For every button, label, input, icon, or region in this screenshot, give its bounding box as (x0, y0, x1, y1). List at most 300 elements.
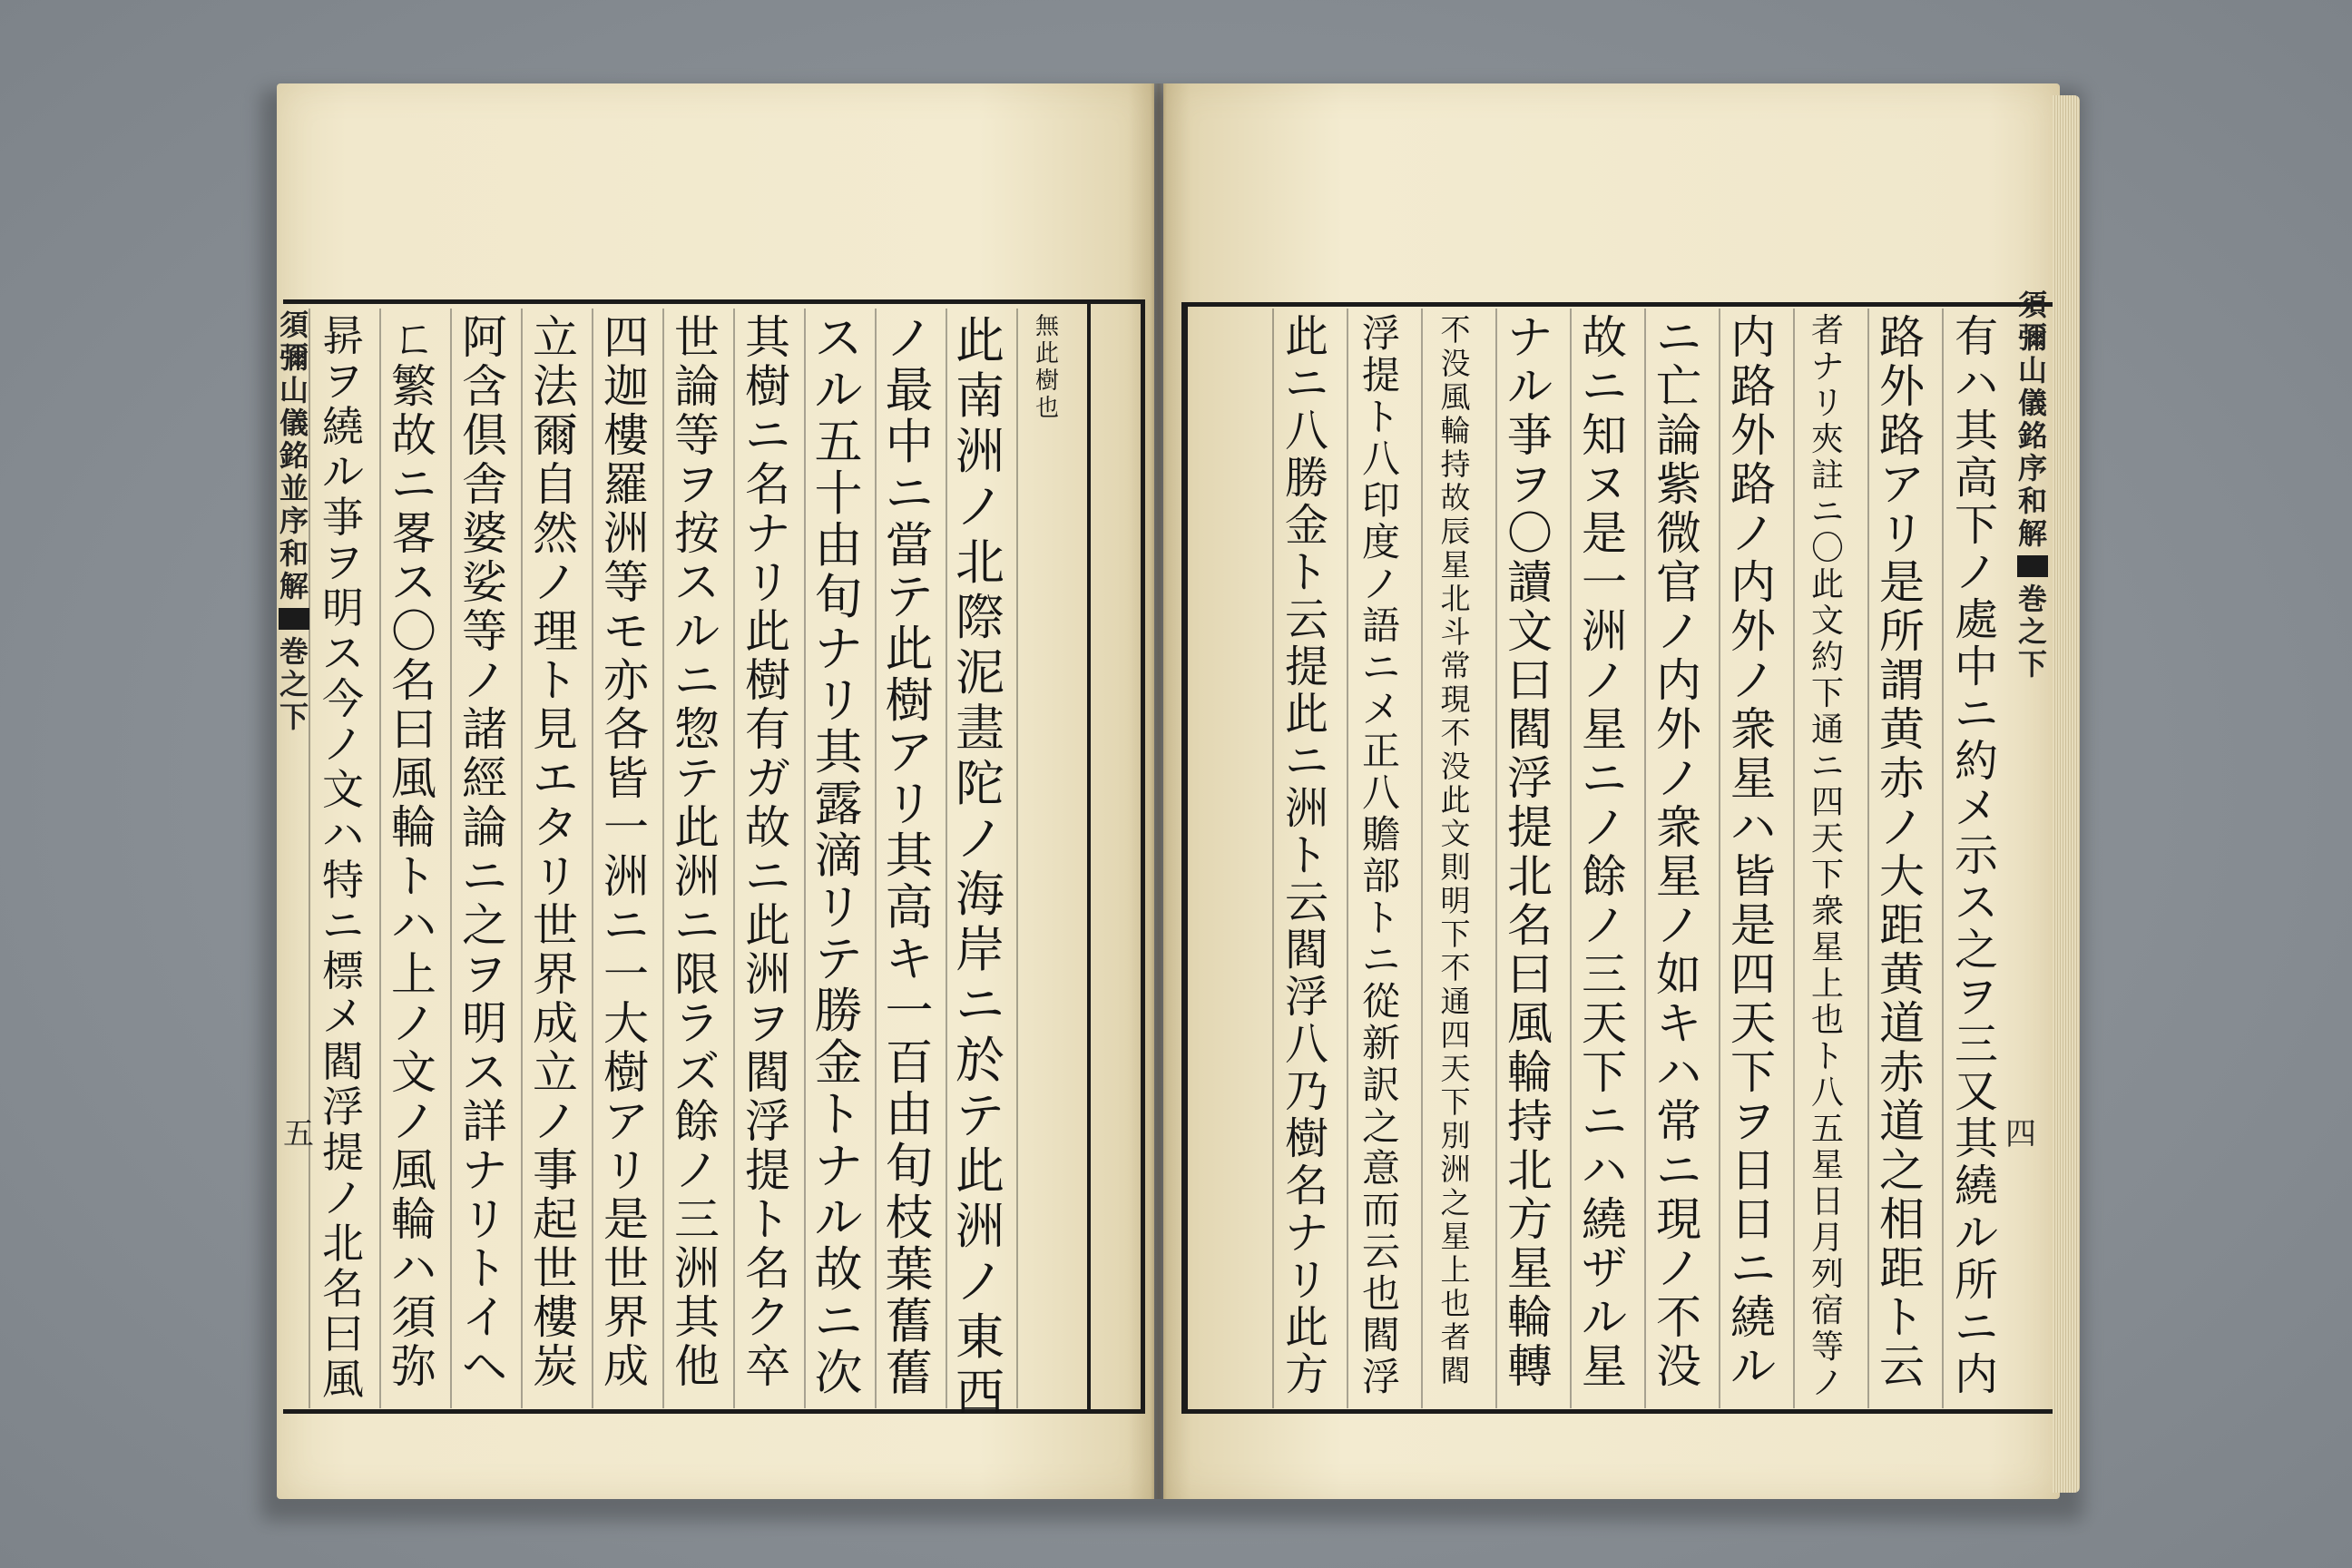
text-char: 倶 (462, 409, 507, 462)
text-char: 辰 (1440, 514, 1471, 549)
text-char: 如 (1656, 948, 1701, 1001)
text-char: ニ (1810, 748, 1844, 785)
text-char: 日 (1730, 1144, 1776, 1197)
text-char: 餘 (1582, 850, 1627, 903)
hashira-char: 序 (279, 504, 309, 538)
text-char: 南 (956, 368, 1004, 425)
text-char: 四 (1440, 1017, 1471, 1053)
text-char: 天 (1810, 820, 1844, 858)
text-char: ト (462, 1242, 507, 1295)
text-char: ノ (1879, 801, 1925, 854)
text-char: ア (603, 1095, 649, 1148)
text-char: 持 (1507, 1095, 1553, 1148)
column-rule (1719, 309, 1720, 1408)
text-char: 勝 (1284, 453, 1328, 504)
text-char: 而 (1361, 1188, 1400, 1232)
hashira-volume-char: 下 (279, 700, 309, 734)
text-char: 滴 (814, 828, 863, 884)
text-char: 者 (1810, 312, 1844, 349)
text-char: 樹 (1284, 1113, 1328, 1164)
text-char: ノ (1730, 654, 1776, 707)
text-char: 浮 (1507, 752, 1553, 805)
text-char: 北 (322, 1219, 364, 1268)
text-char: メ (1954, 783, 1998, 834)
text-char: 皆 (1730, 850, 1776, 903)
text-column (1651, 313, 1706, 1391)
text-char: 風 (391, 1144, 436, 1197)
text-char: 高 (1954, 453, 1998, 504)
text-char: ニ (745, 409, 790, 462)
note-char: 也 (1034, 395, 1059, 422)
text-char: 持 (1440, 446, 1471, 482)
text-char: 八 (1361, 436, 1400, 481)
text-char: 正 (1361, 729, 1400, 773)
hashira-volume-char: 巻 (279, 634, 309, 669)
text-char: 文 (1440, 816, 1471, 851)
text-column (599, 313, 653, 1391)
text-char: 是 (1879, 556, 1925, 609)
text-char: 等 (462, 605, 507, 658)
text-char: ニ (674, 654, 720, 707)
text-char: 此 (1284, 311, 1328, 362)
text-char: ノ (1582, 801, 1627, 854)
text-char: 不 (1440, 950, 1471, 985)
text-char: 上 (1440, 1252, 1471, 1288)
text-char: 星 (1656, 850, 1701, 903)
text-char: 八 (1361, 770, 1400, 815)
text-char: キ (885, 932, 934, 987)
text-char: 婆 (462, 507, 507, 560)
text-char: ノ (462, 654, 507, 707)
text-char: ト (814, 1087, 863, 1142)
text-char: ヲ (462, 948, 507, 1001)
book-gutter (1151, 83, 1167, 1499)
text-char: 次 (814, 1346, 863, 1401)
text-char: 所 (1879, 605, 1925, 658)
text-char: 別 (1440, 1118, 1471, 1153)
column-rule (1272, 309, 1274, 1408)
text-char: 洲 (745, 948, 790, 1001)
text-char: ニ (1810, 494, 1844, 531)
text-char: ニ (1284, 358, 1328, 409)
column-rule (1495, 309, 1497, 1408)
hashira-char: 山 (279, 373, 309, 407)
hashira-char: 山 (2017, 353, 2047, 387)
text-char: 曰 (1507, 654, 1553, 707)
text-char: 是 (1582, 507, 1627, 560)
text-char: 云 (1879, 1340, 1925, 1393)
text-char: ニ (322, 901, 364, 950)
text-char: 黄 (1879, 948, 1925, 1001)
text-char: 不 (1440, 312, 1471, 348)
text-char: ノ (956, 810, 1004, 867)
text-char: ノ (956, 478, 1004, 535)
text-char: 路 (1730, 360, 1776, 413)
text-char: ヲ (1730, 1095, 1776, 1148)
text-char: ノ (1656, 605, 1701, 658)
text-char: 成 (603, 1340, 649, 1393)
text-char: 事 (533, 1144, 578, 1197)
text-char: 謂 (1879, 654, 1925, 707)
text-char: 列 (1810, 1256, 1844, 1293)
text-char: 於 (956, 1032, 1004, 1089)
text-char: ヲ (322, 357, 364, 406)
text-char: ノ (885, 311, 934, 367)
text-char: 各 (603, 703, 649, 756)
text-char: 洲 (956, 423, 1004, 480)
text-char: 訳 (1361, 1063, 1400, 1107)
text-char: 名 (1284, 1161, 1328, 1211)
text-char: 者 (1440, 1319, 1471, 1355)
hashira-volume-char: 之 (2017, 614, 2047, 649)
text-char: 他 (674, 1340, 720, 1393)
text-char: 一 (885, 984, 934, 1039)
text-char: 也 (1440, 1286, 1471, 1321)
text-char: 樹 (745, 360, 790, 413)
text-char: ニ (1582, 360, 1627, 413)
text-char: 特 (322, 856, 364, 905)
text-char: 其 (1954, 406, 1998, 456)
text-char: 四 (1730, 948, 1776, 1001)
text-char: ニ (1954, 1302, 1998, 1353)
text-char: 此 (956, 312, 1004, 369)
text-char: 名 (745, 1242, 790, 1295)
text-char: 理 (533, 605, 578, 658)
text-char: 自 (533, 458, 578, 511)
text-char: 文 (1507, 605, 1553, 658)
text-char: 繞 (322, 402, 364, 451)
text-char: 有 (1954, 311, 1998, 362)
text-char: 星 (1810, 929, 1844, 966)
text-char: 四 (603, 311, 649, 364)
text-column (670, 313, 724, 1391)
hashira-char: 和 (279, 536, 309, 571)
text-char: 陀 (956, 755, 1004, 812)
text-char: ル (1582, 1291, 1627, 1344)
text-char: 之 (1440, 1185, 1471, 1220)
text-char: ヲ (745, 997, 790, 1050)
text-char: 法 (533, 360, 578, 413)
text-char: ニ (1582, 752, 1627, 805)
text-char: 其 (885, 828, 934, 884)
column-rule (1644, 309, 1646, 1408)
text-char: ニ (603, 899, 649, 952)
text-char: 通 (1810, 711, 1844, 749)
hashira-volume-char: 下 (2017, 647, 2047, 681)
text-char: ニ (1284, 736, 1328, 787)
text-char: 現 (1440, 681, 1471, 717)
text-char: 高 (885, 880, 934, 936)
text-char: 此 (1440, 782, 1471, 818)
text-char: 一 (1582, 556, 1627, 609)
text-char: 距 (1879, 899, 1925, 952)
text-char: 其 (674, 1291, 720, 1344)
text-char: 距 (1879, 1242, 1925, 1295)
column-rule (309, 309, 310, 1408)
text-char: 百 (885, 1035, 934, 1091)
text-char: ス (322, 629, 364, 678)
text-char: 曰 (391, 703, 436, 756)
text-char: 五 (814, 415, 863, 470)
text-char: ニ (956, 976, 1004, 1034)
text-char: 樹 (745, 654, 790, 707)
text-char: 通 (1440, 984, 1471, 1019)
column-rule (1867, 309, 1869, 1408)
text-char: 赤 (1879, 1046, 1925, 1099)
text-char: 浮 (1284, 972, 1328, 1023)
text-char: 此 (745, 605, 790, 658)
text-column (387, 313, 441, 1391)
text-char: 皆 (603, 752, 649, 805)
text-char: ル (322, 447, 364, 496)
column-rule (592, 309, 593, 1408)
text-char: ト (1810, 1038, 1844, 1075)
text-char: 等 (603, 556, 649, 609)
text-char: 世 (603, 1242, 649, 1295)
text-column (1577, 313, 1632, 1391)
text-char: 三 (1582, 948, 1627, 1001)
text-char: 弥 (391, 1340, 436, 1393)
text-char: ヌ (1582, 458, 1627, 511)
text-char: 亡 (1656, 360, 1701, 413)
text-char: 道 (1879, 1095, 1925, 1148)
text-char: 北 (956, 534, 1004, 591)
text-char: ニ (462, 850, 507, 903)
text-char: 明 (462, 997, 507, 1050)
text-char: 見 (533, 703, 578, 756)
text-char: 明 (1440, 883, 1471, 918)
text-char: 贍 (1361, 812, 1400, 857)
text-char: ト (1284, 830, 1328, 881)
text-char: 下 (1810, 675, 1844, 712)
text-char: 閻 (1440, 1353, 1471, 1388)
text-char: 没 (1440, 749, 1471, 784)
column-rule (1016, 309, 1018, 1408)
text-char: 旬 (885, 1139, 934, 1194)
text-char: メ (322, 992, 364, 1041)
text-char: 衆 (1730, 703, 1776, 756)
text-char: 天 (1440, 1051, 1471, 1086)
text-char: 衆 (1810, 893, 1844, 930)
left-folio: 五 (283, 1116, 314, 1152)
hashira-char: 彌 (279, 340, 309, 375)
text-char: 繞 (1954, 1161, 1998, 1211)
left-hashira-rule (1087, 302, 1091, 1411)
text-char: 泥 (956, 644, 1004, 701)
text-char: 最 (885, 363, 934, 418)
text-char: 方 (1284, 1349, 1328, 1400)
text-char: 之 (1361, 1104, 1400, 1149)
text-char: ニ (885, 466, 934, 522)
text-char: ナ (814, 1139, 863, 1194)
text-char: 金 (814, 1035, 863, 1091)
text-char: ニ (674, 899, 720, 952)
text-char: 則 (1440, 849, 1471, 885)
text-char: 際 (956, 589, 1004, 646)
text-char: リ (603, 1144, 649, 1197)
text-char: 卒 (745, 1340, 790, 1393)
text-char: 輪 (1507, 1046, 1553, 1099)
text-char: 繁 (391, 360, 436, 413)
text-char: 由 (885, 1087, 934, 1142)
text-char: ニ (1656, 311, 1701, 364)
text-char: 浮 (322, 1083, 364, 1132)
text-char: リ (814, 673, 863, 729)
text-char: 風 (1507, 997, 1553, 1050)
text-char: ス (462, 1046, 507, 1099)
text-char: 西 (956, 1364, 1004, 1421)
text-column (953, 313, 1007, 1420)
text-char: 閻 (1361, 1313, 1400, 1357)
text-char: 提 (1284, 642, 1328, 692)
text-char: 提 (1507, 801, 1553, 854)
text-char: ニ (814, 1294, 863, 1349)
text-char: ナ (1507, 311, 1553, 364)
text-char: 輪 (1440, 413, 1471, 448)
text-char: ズ (674, 1046, 720, 1099)
column-rule (521, 309, 523, 1408)
text-char: 亦 (603, 654, 649, 707)
text-char: ス (391, 556, 436, 609)
text-char: 註 (1810, 457, 1844, 495)
text-char: ノ (956, 1253, 1004, 1310)
text-char: 中 (1954, 642, 1998, 692)
text-char: 星 (1440, 1219, 1471, 1254)
text-char: 云 (1361, 1230, 1400, 1274)
column-rule (804, 309, 806, 1408)
text-char: ニ (1582, 1095, 1627, 1148)
text-char: 洲 (956, 1198, 1004, 1255)
text-char: 詳 (462, 1095, 507, 1148)
text-char: 官 (1656, 556, 1701, 609)
text-char: タ (533, 801, 578, 854)
text-char: ノ (533, 556, 578, 609)
text-char: 浮 (1361, 311, 1400, 356)
text-char: 限 (674, 948, 720, 1001)
text-char: 經 (462, 752, 507, 805)
text-char: 之 (1954, 925, 1998, 975)
text-char: 閻 (1507, 703, 1553, 756)
text-char: 閻 (1284, 925, 1328, 975)
text-char: テ (885, 570, 934, 625)
text-char: 讀 (1507, 556, 1553, 609)
page-edges (2053, 95, 2080, 1493)
text-char: 成 (533, 997, 578, 1050)
text-char: 又 (1954, 1066, 1998, 1117)
text-char: 八 (1810, 1074, 1844, 1112)
text-char: 𦾔 (885, 1294, 934, 1349)
text-char: 此 (1284, 1302, 1328, 1353)
text-char: 星 (1730, 752, 1776, 805)
hashira-volume-char: 巻 (2017, 582, 2047, 616)
text-char: 勝 (814, 984, 863, 1039)
text-char: 常 (1440, 648, 1471, 683)
text-char: テ (674, 752, 720, 805)
text-char: 下 (1582, 1046, 1627, 1099)
text-char: 中 (885, 415, 934, 470)
text-char: 炭 (533, 1340, 578, 1393)
column-rule (875, 309, 877, 1408)
text-char: ト (745, 1193, 790, 1246)
text-char: 不 (1440, 715, 1471, 750)
text-char: 下 (1810, 857, 1844, 894)
text-char: 八 (1284, 406, 1328, 456)
text-char: 論 (674, 360, 720, 413)
text-char: 名 (322, 1264, 364, 1313)
text-char: 内 (1730, 311, 1776, 364)
text-column (1875, 313, 1929, 1391)
text-char: 海 (956, 866, 1004, 923)
text-char: 界 (533, 948, 578, 1001)
text-char: ヲ (674, 458, 720, 511)
text-char: 處 (1954, 594, 1998, 645)
text-char: 也 (1361, 1271, 1400, 1316)
text-char: リ (1879, 507, 1925, 560)
column-rule (450, 309, 452, 1408)
text-char: 洲 (674, 850, 720, 903)
text-char: 外 (1730, 409, 1776, 462)
text-char: 星 (1507, 1242, 1553, 1295)
text-char: 之 (462, 899, 507, 952)
text-char: ト (391, 850, 436, 903)
text-char: 没 (1656, 1340, 1701, 1393)
text-char: ト (1361, 395, 1400, 439)
text-char: 方 (1507, 1193, 1553, 1246)
text-char: ニ (1361, 937, 1400, 982)
text-char: ヲ (322, 538, 364, 587)
text-char: ノ (1730, 507, 1776, 560)
text-char: ザ (1582, 1242, 1627, 1295)
text-char: 標 (322, 946, 364, 995)
text-char: ヘ (462, 1340, 507, 1393)
text-char: 洲 (603, 850, 649, 903)
text-char: 文 (322, 765, 364, 814)
text-char: 故 (391, 409, 436, 462)
text-char: ハ (391, 899, 436, 952)
text-char: 北 (1507, 1144, 1553, 1197)
text-column (1503, 313, 1557, 1391)
text-char: 此 (1810, 566, 1844, 603)
text-char: ト (1361, 896, 1400, 940)
text-char: 語 (1361, 603, 1400, 648)
text-char: 云 (1284, 594, 1328, 645)
text-char: 知 (1582, 409, 1627, 462)
text-char: ノ (1810, 1365, 1844, 1402)
text-char: 岸 (956, 921, 1004, 978)
note-char: 樹 (1034, 368, 1059, 395)
text-char: 世 (533, 899, 578, 952)
text-char: 洲 (603, 507, 649, 560)
text-char: 路 (1730, 458, 1776, 511)
text-char: ハ (1582, 1144, 1627, 1197)
text-column (1354, 313, 1408, 1398)
text-char: 世 (674, 311, 720, 364)
text-char: ル (814, 1191, 863, 1246)
text-char: 曰 (322, 1309, 364, 1358)
text-char: 三 (674, 1193, 720, 1246)
text-char: 等 (1810, 1328, 1844, 1366)
text-char: 内 (1656, 654, 1701, 707)
text-char: 約 (1954, 736, 1998, 787)
text-char: ナ (1810, 348, 1844, 386)
hashira-volume-char: 之 (279, 667, 309, 701)
column-rule (1942, 309, 1944, 1408)
text-char: ニ (1361, 645, 1400, 690)
text-char: 内 (1730, 556, 1776, 609)
column-rule (1570, 309, 1572, 1408)
text-char: ラ (674, 997, 720, 1050)
text-char: ガ (745, 752, 790, 805)
